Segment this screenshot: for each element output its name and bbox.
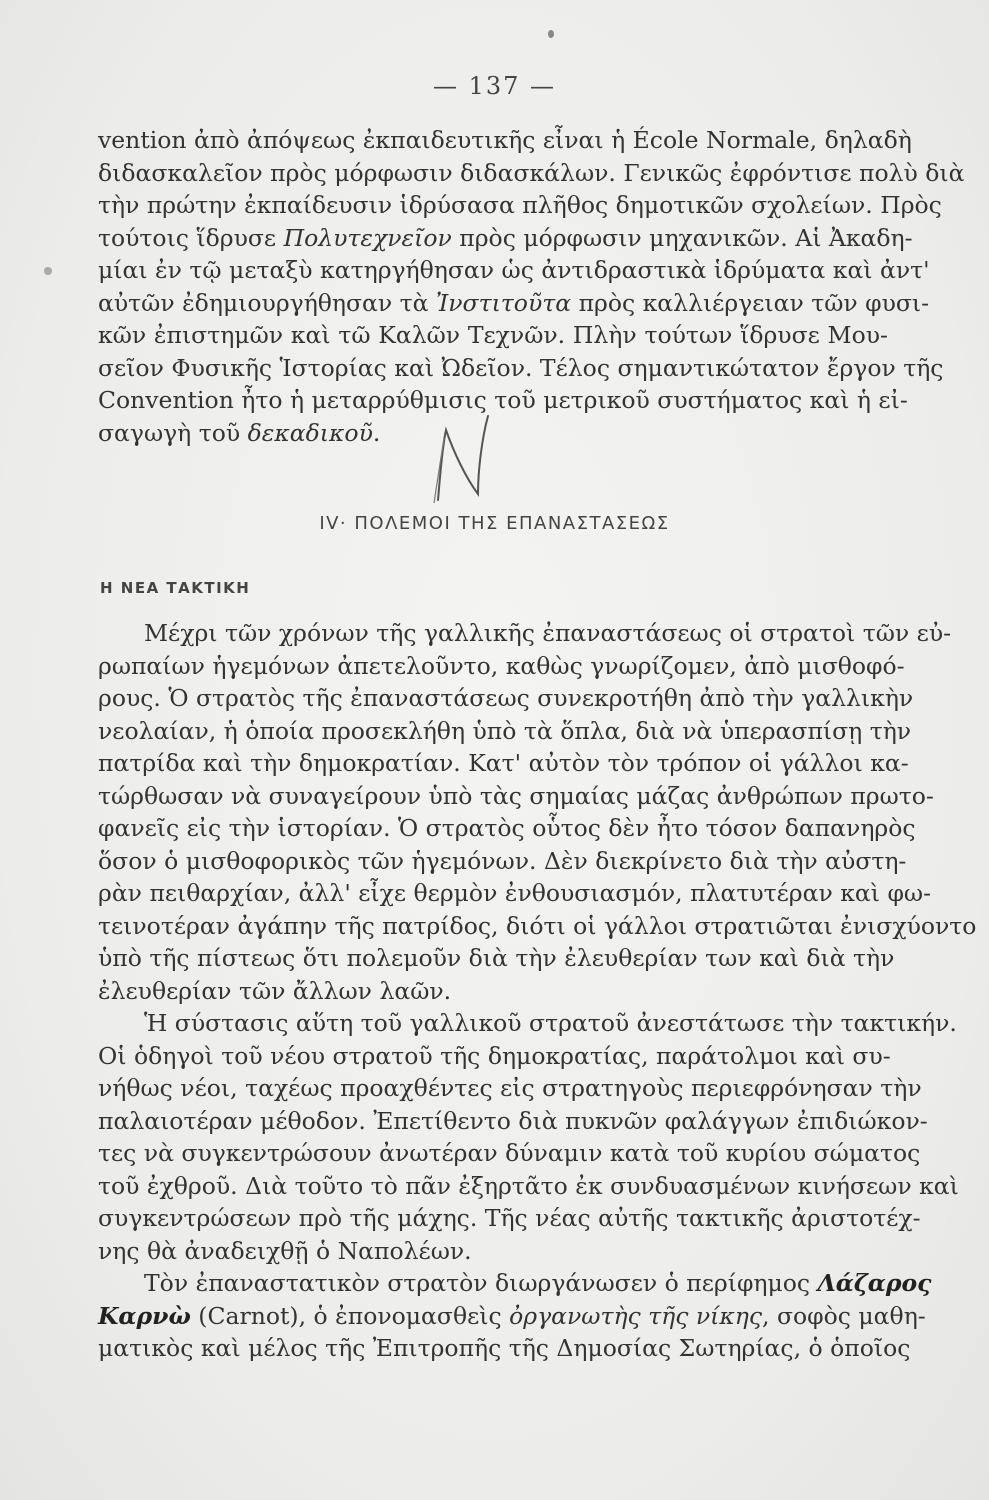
text-line: μίαι ἐν τῷ μεταξὺ κατηργήθησαν ὡς ἀντιδραστικὰ ἱδρύματα καὶ ἀντ' [98,256,930,284]
text-line: ρωπαίων ἡγεμόνων ἀπετελοῦντο, καθὼς γνωρίζομεν, ἀπὸ μισθοφό- [98,651,905,680]
text-fragment: (Carnot), ὁ ἐπονομασθεὶς [190,1301,510,1330]
text-fragment: σαγωγὴ τοῦ [98,418,248,447]
text-line: τεινοτέραν ἀγάπην τῆς πατρίδος, διότι οἱ γάλλοι στρατιῶται ἐνισχύοντο [98,911,977,940]
text-line: τώρθωσαν νὰ συναγείρουν ὑπὸ τὰς σημαίας μάζας ἀνθρώπων πρωτο- [98,781,934,810]
page-number: — 137 — [432,72,557,100]
text-line [98,287,930,320]
text-line: Ἡ σύστασις αὕτη τοῦ γαλλικοῦ στρατοῦ ἀνεστάτωσε τὴν τακτικήν. [144,1009,957,1037]
text-line: νης θὰ ἀναδειχθῇ ὁ Ναπολέων. [98,1236,472,1265]
text-line: vention ἀπὸ ἀπόψεως ἐκπαιδευτικῆς εἶναι ἡ École Normale, δηλαδὴ [98,126,912,154]
italic-term-polytechneion: Πολυτεχνεῖον [283,223,452,252]
text-line: κῶν ἐπιστημῶν καὶ τῶ Καλῶν Τεχνῶν. Πλὴν τούτων ἵδρυσε Μου- [98,321,888,349]
text-fragment: τούτοις ἵδρυσε [98,223,284,252]
text-line: τὴν πρώτην ἐκπαίδευσιν ἱδρύσασα πλῆθος δημοτικῶν σχολείων. Πρὸς [98,191,942,219]
text-fragment: , σοφὸς μαθη- [762,1301,926,1330]
text-line [98,1300,926,1333]
text-line [98,222,913,255]
section-heading: Η ΝΕΑ ΤΑΚΤΙΚΗ [100,579,251,597]
italic-term-dekadikou: δεκαδικοῦ [247,418,373,447]
text-line: σεῖον Φυσικῆς Ἱστορίας καὶ Ὠδεῖον. Τέλος σημαντικώτατον ἔργον τῆς [98,353,944,382]
text-fragment: πρὸς καλλιέργειαν τῶν φυσι- [571,288,930,317]
text-fragment: . [372,418,381,447]
chapter-heading: IV· ΠΟΛΕΜΟΙ ΤΗΣ ΕΠΑΝΑΣΤΑΣΕΩΣ [319,513,670,534]
top-paragraph [98,124,965,449]
text-line: διδασκαλεῖον πρὸς μόρφωσιν διδασκάλων. Γενικῶς ἐφρόντισε πολὺ διὰ [98,158,965,187]
name-lazaros: Λάζαρος [817,1269,932,1297]
text-line: ὅσον ὁ μισθοφορικὸς τῶν ἡγεμόνων. Δὲν διεκρίνετο διὰ τὴν αὐστη- [98,846,907,875]
name-karno: Καρνὼ [98,1301,191,1330]
dust-speck [44,267,52,275]
text-line: νεολαίαν, ἡ ὁποία προσεκλήθη ὑπὸ τὰ ὅπλα, διὰ νὰ ὑπερασπίσῃ τὴν [98,716,912,745]
text-line: ἐλευθερίαν τῶν ἄλλων λαῶν. [98,976,452,1005]
handwritten-n-mark [416,408,496,508]
text-line: τοῦ ἐχθροῦ. Διὰ τοῦτο τὸ πᾶν ἐξηρτᾶτο ἐκ συνδυασμένων κινήσεων καὶ [98,1171,959,1200]
dust-speck [548,30,554,38]
text-line: Οἱ ὁδηγοὶ τοῦ νέου στρατοῦ τῆς δημοκρατίας, παράτολμοι καὶ συ- [98,1041,891,1070]
main-text [98,617,977,1365]
text-line: φανεῖς εἰς τὴν ἱστορίαν. Ὁ στρατὸς οὗτος δὲν ἦτο τόσον δαπανηρὸς [98,814,916,842]
italic-epithet: ὀργανωτὴς τῆς νίκης [509,1301,763,1330]
text-line: πατρίδα καὶ τὴν δημοκρατίαν. Κατ' αὐτὸν τὸν τρόπον οἱ γάλλοι κα- [98,749,909,777]
text-line: ὑπὸ τῆς πίστεως ὅτι πολεμοῦν διὰ τὴν ἐλευθερίαν των καὶ διὰ τὴν [98,944,895,972]
text-line: ρὰν πειθαρχίαν, ἀλλ' εἶχε θερμὸν ἐνθουσιασμόν, πλατυτέραν καὶ φω- [98,879,932,907]
text-fragment: Τὸν ἐπαναστατικὸν στρατὸν διωργάνωσεν ὁ περίφημος [144,1269,818,1297]
text-line: συγκεντρώσεων πρὸ τῆς μάχης. Τῆς νέας αὐτῆς τακτικῆς ἀριστοτέχ- [98,1204,921,1232]
italic-term-institouta: Ἰνστιτοῦτα [436,288,572,317]
text-line: νήθως νέοι, ταχέως προαχθέντες εἰς στρατηγοὺς περιεφρόνησαν τὴν [98,1074,922,1102]
text-fragment: πρὸς μόρφωσιν μηχανικῶν. Αἱ Ἀκαδη- [451,223,913,252]
text-line [98,1267,932,1300]
text-line: τες νὰ συγκεντρώσουν ἀνωτέραν δύναμιν κατὰ τοῦ κυρίου σώματος [98,1139,921,1167]
text-fragment: αὐτῶν ἐδημιουργήθησαν τὰ [98,288,437,317]
text-line: ματικὸς καὶ μέλος τῆς Ἐπιτροπῆς τῆς Δημοσίας Σωτηρίας, ὁ ὁποῖος [98,1334,911,1362]
text-line: παλαιοτέραν μέθοδον. Ἐπετίθεντο διὰ πυκνῶν φαλάγγων ἐπιδιώκον- [98,1106,928,1135]
text-line: Convention ἦτο ἡ μεταρρύθμισις τοῦ μετρικοῦ συστήματος καὶ ἡ εἰ- [98,386,908,414]
text-line: Μέχρι τῶν χρόνων τῆς γαλλικῆς ἐπαναστάσεως οἱ στρατοὶ τῶν εὐ- [144,619,952,647]
text-line: ρους. Ὁ στρατὸς τῆς ἐπαναστάσεως συνεκροτήθη ἀπὸ τὴν γαλλικὴν [98,684,914,712]
